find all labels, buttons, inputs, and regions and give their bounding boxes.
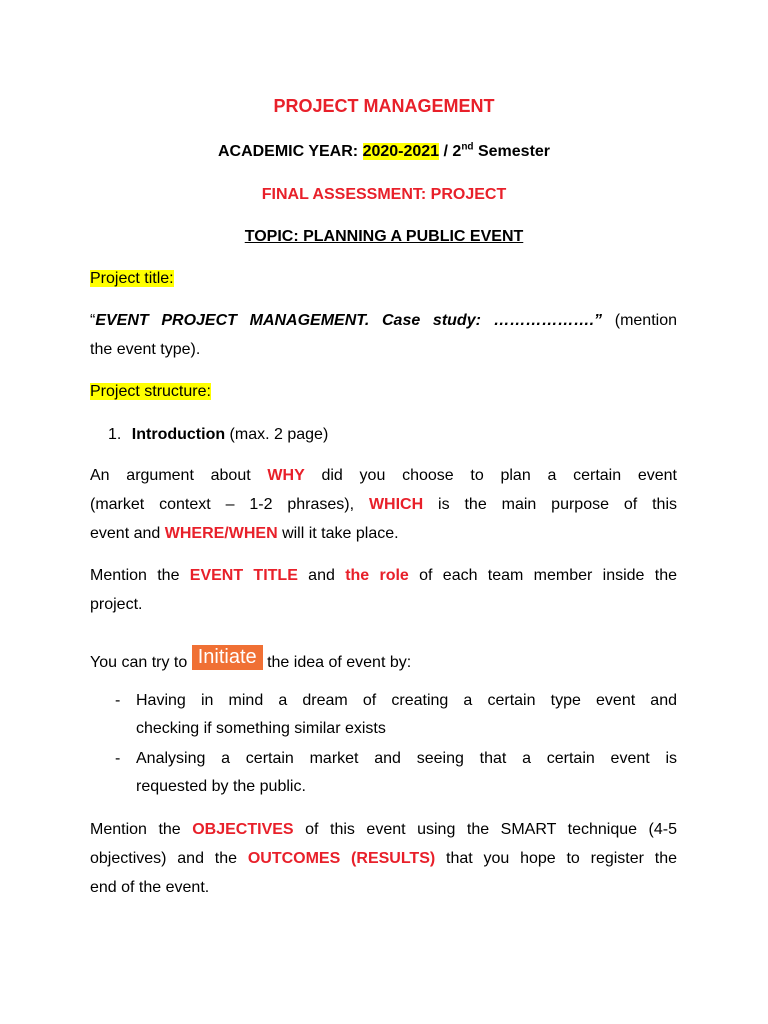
para3-text: objectives) and the: [90, 850, 248, 867]
list-item-rest: (max. 2 page): [225, 426, 329, 443]
bullet-dash: -: [115, 750, 121, 767]
para2-text: Mention the: [90, 567, 190, 584]
project-title-line-1: [90, 311, 677, 331]
list-item-number: 1.: [108, 426, 122, 443]
academic-year-sep: / 2: [439, 143, 462, 160]
para1-text: will it take place.: [277, 525, 399, 542]
para1-line-3: [90, 524, 677, 544]
para1-text: event and: [90, 525, 165, 542]
bullet-2-line-1: Analysing a certain market and seeing that a certain event is: [136, 750, 677, 767]
para3-text: that you hope to register the: [435, 850, 678, 867]
academic-years-highlight: 2020-2021: [362, 143, 440, 160]
project-title-rest: (mention: [602, 312, 677, 329]
para2-line-1: [90, 566, 677, 586]
para3-line-2: [90, 849, 677, 869]
para1-text: An argument about: [90, 467, 268, 484]
para1-text: (market context – 1-2 phrases),: [90, 496, 369, 513]
why-keyword: WHY: [267, 467, 305, 484]
project-structure-label: Project structure:: [90, 383, 211, 400]
para3-text: of this event using the SMART technique (4-5: [293, 821, 677, 838]
bullet-1-line-1: Having in mind a dream of creating a certain type event and: [136, 692, 677, 709]
para2-line-2: project.: [90, 596, 143, 613]
project-title-line-2: the event type).: [90, 341, 201, 358]
para2-text: of each team member inside the: [408, 567, 678, 584]
academic-year-sup: nd: [461, 141, 474, 153]
initiate-before: You can try to: [90, 654, 192, 671]
project-title-italic: EVENT PROJECT MANAGEMENT. Case study: ……………….”: [95, 312, 603, 329]
objectives-keyword: OBJECTIVES: [192, 821, 294, 838]
initiate-line: [90, 646, 677, 674]
para1-text: is the main purpose of this: [423, 496, 677, 513]
open-quote: “: [90, 312, 96, 329]
outcomes-keyword: OUTCOMES (RESULTS): [247, 850, 436, 867]
academic-year-semester: Semester: [473, 143, 551, 160]
para3-line-3: end of the event.: [90, 879, 210, 896]
para3-line-1: [90, 820, 677, 840]
list-item-introduction: [108, 425, 668, 445]
initiate-badge: Initiate: [192, 645, 263, 670]
academic-year-line: [0, 142, 768, 162]
academic-year-label: ACADEMIC YEAR:: [217, 143, 363, 160]
document-title: PROJECT MANAGEMENT: [273, 96, 495, 116]
bullet-2-line-2: requested by the public.: [136, 778, 306, 795]
list-item-bold: Introduction: [131, 426, 226, 443]
para1-line-1: [90, 466, 677, 486]
bullet-1-line-2: checking if something similar exists: [136, 720, 386, 737]
bullet-dash: -: [115, 692, 121, 709]
topic-heading: TOPIC: PLANNING A PUBLIC EVENT: [244, 228, 524, 245]
initiate-after: the idea of event by:: [262, 654, 412, 671]
which-keyword: WHICH: [368, 496, 424, 513]
the-role-keyword: the role: [345, 567, 409, 584]
event-title-keyword: EVENT TITLE: [189, 567, 298, 584]
project-structure-label-line: [90, 382, 677, 402]
where-when-keyword: WHERE/WHEN: [164, 525, 278, 542]
para2-text: and: [297, 567, 346, 584]
para3-text: Mention the: [90, 821, 193, 838]
final-assessment-heading: FINAL ASSESSMENT: PROJECT: [261, 186, 507, 203]
para1-text: did you choose to plan a certain event: [304, 467, 677, 484]
para1-line-2: [90, 495, 677, 515]
project-title-label-line: [90, 269, 677, 289]
project-title-label: Project title:: [90, 270, 174, 287]
